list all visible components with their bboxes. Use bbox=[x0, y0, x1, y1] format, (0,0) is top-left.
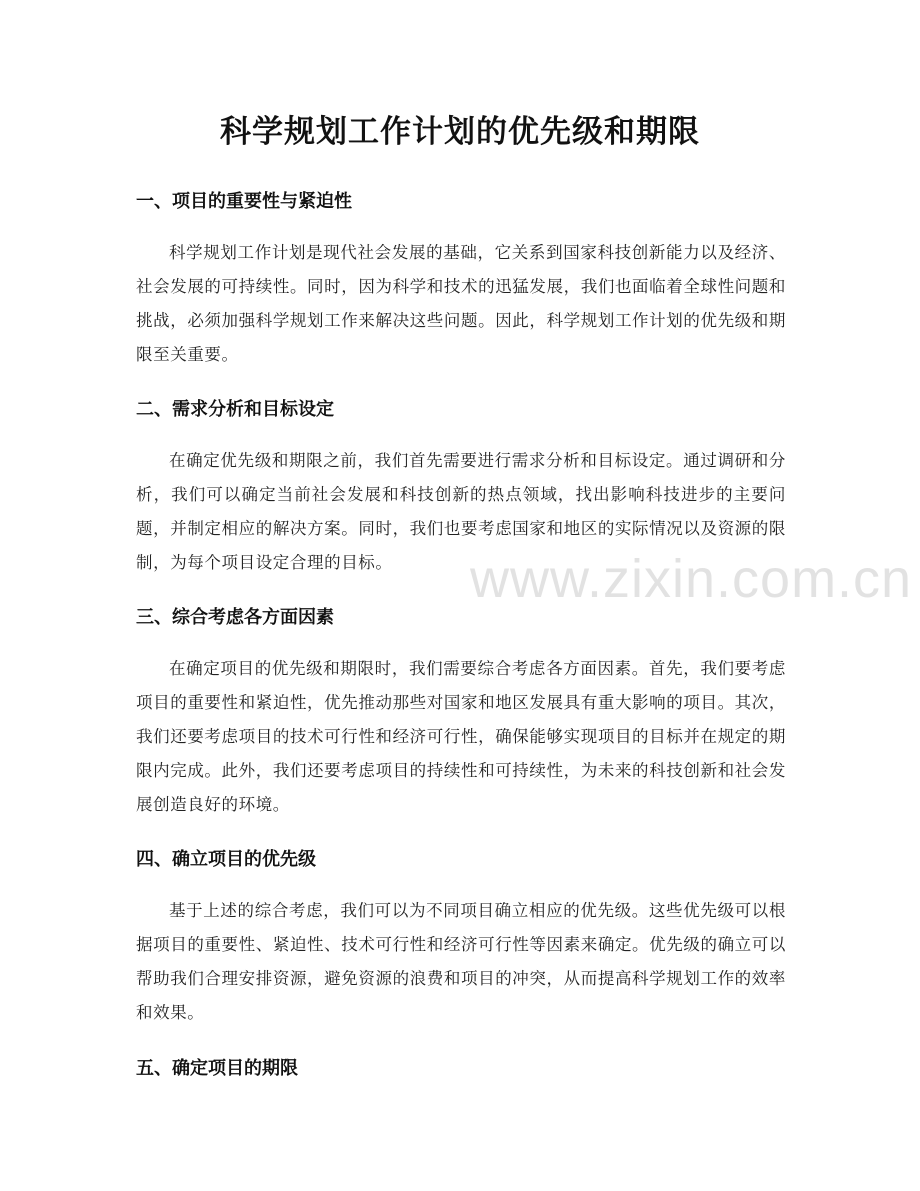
section-heading: 五、确定项目的期限 bbox=[136, 1058, 298, 1079]
section-heading: 四、确立项目的优先级 bbox=[136, 849, 316, 870]
section-paragraph: 科学规划工作计划是现代社会发展的基础，它关系到国家科技创新能力以及经济、社会发展的可持续性。同时，因为科学和技术的迅猛发展，我们也面临着全球性问题和挑战，必须加强科学规划工作来解决这些问题。因此，科学规划工作计划的优先级和期限至关重要。 bbox=[136, 243, 786, 364]
section-paragraph: 在确定项目的优先级和期限时，我们需要综合考虑各方面因素。首先，我们要考虑项目的重要性和紧迫性，优先推动那些对国家和地区发展具有重大影响的项目。其次，我们还要考虑项目的技术可行性和经济可行性，确保能够实现项目的目标并在规定的期限内完成。此外，我们还要考虑项目的持续性和可持续性，为未来的科技创新和社会发展创造良好的环境。 bbox=[136, 659, 786, 814]
section-importance bbox=[136, 190, 786, 372]
section-paragraph: 在确定优先级和期限之前，我们首先需要进行需求分析和目标设定。通过调研和分析，我们可以确定当前社会发展和科技创新的热点领域，找出影响科技进步的主要问题，并制定相应的解决方案。同时，我们也要考虑国家和地区的实际情况以及资源的限制，为每个项目设定合理的目标。 bbox=[136, 451, 786, 572]
page-title: 科学规划工作计划的优先级和期限 bbox=[220, 114, 700, 150]
section-paragraph: 基于上述的综合考虑，我们可以为不同项目确立相应的优先级。这些优先级可以根据项目的重要性、紧迫性、技术可行性和经济可行性等因素来确定。优先级的确立可以帮助我们合理安排资源，避免资源的浪费和项目的冲突，从而提高科学规划工作的效率和效果。 bbox=[136, 901, 786, 1022]
section-heading: 二、需求分析和目标设定 bbox=[136, 399, 334, 420]
section-deadline bbox=[136, 1057, 786, 1081]
section-heading: 三、综合考虑各方面因素 bbox=[136, 607, 334, 628]
section-factors bbox=[136, 606, 786, 822]
watermark-logo: www.zixin.com.cn bbox=[470, 549, 913, 609]
section-heading: 一、项目的重要性与紧迫性 bbox=[136, 191, 352, 212]
section-priority bbox=[136, 848, 786, 1030]
section-needs-analysis bbox=[136, 398, 786, 580]
